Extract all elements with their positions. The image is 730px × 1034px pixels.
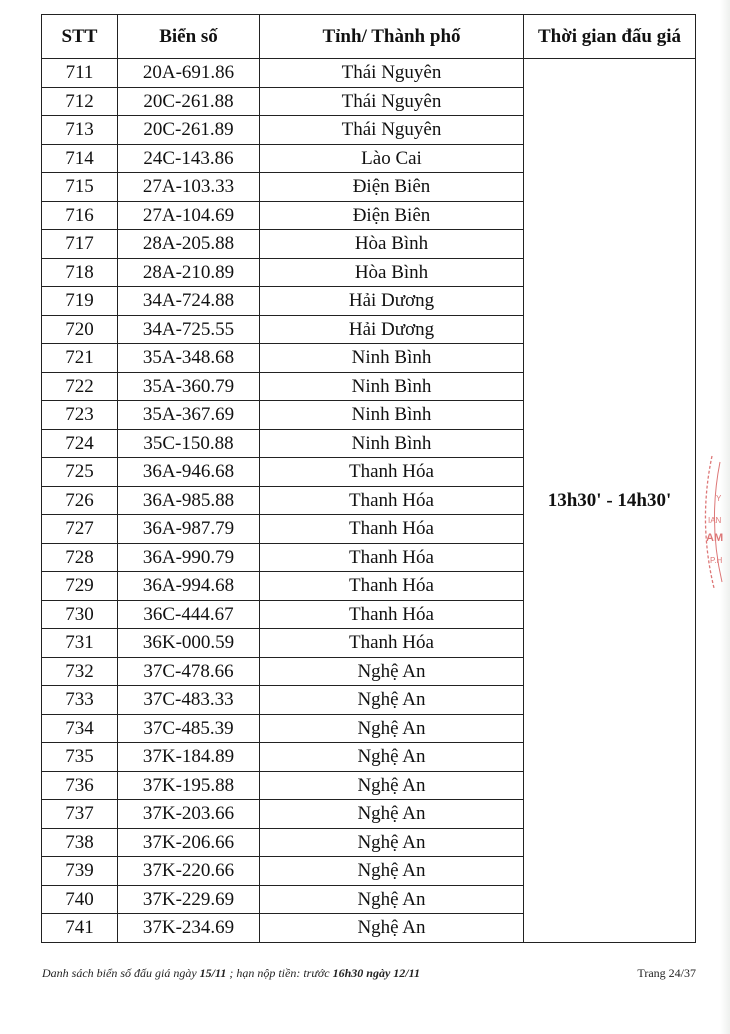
cell-plate: 27A-103.33 — [118, 173, 260, 202]
cell-province: Lào Cai — [260, 144, 524, 173]
header-time: Thời gian đấu giá — [524, 15, 696, 59]
stamp-text-4: P.H — [710, 556, 723, 565]
cell-plate: 36A-994.68 — [118, 572, 260, 601]
cell-plate: 27A-104.69 — [118, 201, 260, 230]
cell-stt: 720 — [42, 315, 118, 344]
cell-plate: 28A-210.89 — [118, 258, 260, 287]
cell-stt: 725 — [42, 458, 118, 487]
cell-stt: 731 — [42, 629, 118, 658]
cell-stt: 737 — [42, 800, 118, 829]
cell-plate: 35A-348.68 — [118, 344, 260, 373]
cell-province: Hải Dương — [260, 315, 524, 344]
cell-stt: 739 — [42, 857, 118, 886]
cell-province: Nghệ An — [260, 800, 524, 829]
cell-stt: 740 — [42, 885, 118, 914]
cell-stt: 734 — [42, 714, 118, 743]
header-stt: STT — [42, 15, 118, 59]
cell-plate: 36K-000.59 — [118, 629, 260, 658]
cell-stt: 718 — [42, 258, 118, 287]
cell-province: Thanh Hóa — [260, 486, 524, 515]
cell-plate: 37K-234.69 — [118, 914, 260, 943]
cell-stt: 721 — [42, 344, 118, 373]
cell-province: Nghệ An — [260, 828, 524, 857]
cell-province: Điện Biên — [260, 173, 524, 202]
cell-plate: 20A-691.86 — [118, 59, 260, 88]
cell-stt: 741 — [42, 914, 118, 943]
cell-plate: 20C-261.88 — [118, 87, 260, 116]
cell-province: Thanh Hóa — [260, 543, 524, 572]
cell-auction-time: 13h30' - 14h30' — [524, 59, 696, 943]
cell-province: Hải Dương — [260, 287, 524, 316]
cell-province: Ninh Bình — [260, 401, 524, 430]
cell-province: Ninh Bình — [260, 372, 524, 401]
cell-stt: 728 — [42, 543, 118, 572]
cell-stt: 723 — [42, 401, 118, 430]
footer-note-middle: ; hạn nộp tiền: trước — [226, 966, 333, 980]
cell-stt: 712 — [42, 87, 118, 116]
cell-plate: 35A-360.79 — [118, 372, 260, 401]
auction-table — [41, 14, 696, 943]
cell-province: Thanh Hóa — [260, 572, 524, 601]
cell-stt: 713 — [42, 116, 118, 145]
cell-plate: 37K-206.66 — [118, 828, 260, 857]
cell-province: Nghệ An — [260, 771, 524, 800]
cell-province: Hòa Bình — [260, 230, 524, 259]
cell-plate: 37K-203.66 — [118, 800, 260, 829]
cell-stt: 730 — [42, 600, 118, 629]
cell-plate: 36A-987.79 — [118, 515, 260, 544]
stamp-text-1: Y — [716, 494, 722, 503]
cell-plate: 36A-990.79 — [118, 543, 260, 572]
table-body — [42, 59, 696, 943]
cell-plate: 34A-725.55 — [118, 315, 260, 344]
page-number: Trang 24/37 — [637, 966, 696, 980]
cell-plate: 37K-220.66 — [118, 857, 260, 886]
cell-plate: 37K-184.89 — [118, 743, 260, 772]
cell-plate: 36A-985.88 — [118, 486, 260, 515]
cell-stt: 711 — [42, 59, 118, 88]
cell-plate: 37K-195.88 — [118, 771, 260, 800]
red-stamp-fragment — [690, 452, 730, 592]
stamp-text-2: IAN — [708, 516, 722, 525]
cell-province: Thanh Hóa — [260, 458, 524, 487]
cell-stt: 727 — [42, 515, 118, 544]
table-row — [42, 59, 696, 88]
cell-stt: 726 — [42, 486, 118, 515]
cell-stt: 724 — [42, 429, 118, 458]
cell-province: Nghệ An — [260, 714, 524, 743]
cell-stt: 736 — [42, 771, 118, 800]
cell-province: Thanh Hóa — [260, 515, 524, 544]
cell-plate: 20C-261.89 — [118, 116, 260, 145]
cell-province: Thanh Hóa — [260, 600, 524, 629]
cell-province: Thái Nguyên — [260, 116, 524, 145]
cell-plate: 34A-724.88 — [118, 287, 260, 316]
cell-stt: 733 — [42, 686, 118, 715]
cell-province: Nghệ An — [260, 885, 524, 914]
cell-stt: 714 — [42, 144, 118, 173]
footer-auction-date: 15/11 — [199, 966, 227, 980]
cell-province: Thái Nguyên — [260, 59, 524, 88]
cell-plate: 36A-946.68 — [118, 458, 260, 487]
cell-province: Nghệ An — [260, 686, 524, 715]
cell-province: Nghệ An — [260, 743, 524, 772]
footer-deadline: 16h30 ngày 12/11 — [332, 966, 420, 980]
cell-plate: 28A-205.88 — [118, 230, 260, 259]
table-header-row — [42, 15, 696, 59]
cell-province: Thanh Hóa — [260, 629, 524, 658]
cell-stt: 735 — [42, 743, 118, 772]
cell-plate: 24C-143.86 — [118, 144, 260, 173]
cell-province: Hòa Bình — [260, 258, 524, 287]
footer-note-prefix: Danh sách biển số đấu giá ngày — [42, 966, 200, 980]
cell-province: Nghệ An — [260, 857, 524, 886]
cell-province: Điện Biên — [260, 201, 524, 230]
cell-stt: 719 — [42, 287, 118, 316]
cell-plate: 35C-150.88 — [118, 429, 260, 458]
cell-province: Nghệ An — [260, 914, 524, 943]
cell-province: Thái Nguyên — [260, 87, 524, 116]
cell-province: Ninh Bình — [260, 429, 524, 458]
stamp-text-3: AM — [706, 532, 724, 544]
header-plate: Biển số — [118, 15, 260, 59]
cell-stt: 715 — [42, 173, 118, 202]
cell-plate: 35A-367.69 — [118, 401, 260, 430]
cell-plate: 37K-229.69 — [118, 885, 260, 914]
cell-province: Nghệ An — [260, 657, 524, 686]
cell-plate: 37C-485.39 — [118, 714, 260, 743]
cell-stt: 716 — [42, 201, 118, 230]
cell-stt: 732 — [42, 657, 118, 686]
cell-stt: 729 — [42, 572, 118, 601]
cell-plate: 37C-483.33 — [118, 686, 260, 715]
cell-stt: 717 — [42, 230, 118, 259]
cell-plate: 36C-444.67 — [118, 600, 260, 629]
cell-stt: 722 — [42, 372, 118, 401]
header-province: Tỉnh/ Thành phố — [260, 15, 524, 59]
cell-plate: 37C-478.66 — [118, 657, 260, 686]
cell-stt: 738 — [42, 828, 118, 857]
footer-note — [42, 966, 420, 981]
cell-province: Ninh Bình — [260, 344, 524, 373]
